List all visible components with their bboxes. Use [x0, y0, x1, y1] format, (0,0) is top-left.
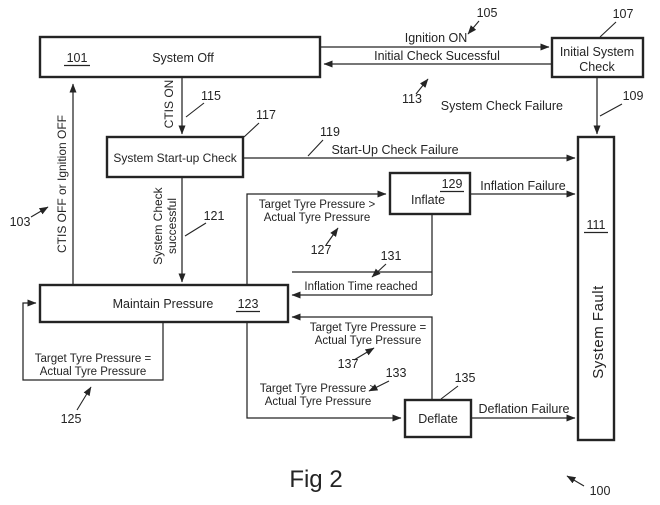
leader-125	[77, 387, 91, 410]
ref-101: 101	[66, 51, 88, 65]
leader-137	[354, 348, 374, 360]
leader-103	[31, 207, 48, 217]
ref-125: 125	[60, 412, 82, 426]
leader-109	[600, 104, 622, 116]
transition-label-inflation-time-reached: Inflation Time reached	[304, 281, 418, 293]
figure-caption: Fig 2	[289, 466, 343, 493]
leader-135	[441, 386, 458, 399]
transition-label-target-eq-actual-loop-line1: Target Tyre Pressure =	[34, 353, 152, 365]
ref-115: 115	[201, 89, 221, 103]
ref-129: 129	[441, 177, 463, 191]
leader-100	[567, 476, 584, 486]
transition-label-target-gt-actual-inflate-line1: Target Tyre Pressure >	[258, 199, 376, 211]
ref-133: 133	[385, 366, 407, 380]
state-label-system-startup-check: System Start-up Check	[113, 151, 237, 165]
state-label-initial-system-check-line2: Check	[579, 60, 615, 74]
ref-105: 105	[476, 6, 498, 20]
ref-123: 123	[237, 297, 259, 311]
ref-100: 100	[589, 484, 611, 498]
transition-label-target-eq-actual-deflate-line2: Actual Tyre Pressure	[314, 335, 422, 347]
state-label-maintain-pressure: Maintain Pressure	[112, 297, 214, 311]
transition-label-system-check-failure: System Check Failure	[440, 99, 563, 113]
ref-103: 103	[9, 215, 31, 229]
transition-label-target-eq-actual-deflate-line1: Target Tyre Pressure =	[309, 322, 427, 334]
leader-113	[416, 79, 428, 94]
ref-137: 137	[337, 357, 359, 371]
transition-label-target-eq-actual-loop-line2: Actual Tyre Pressure	[39, 366, 147, 378]
leader-131	[372, 264, 386, 277]
ref-109: 109	[622, 89, 644, 103]
transition-label-target-gt-actual-deflate-line1: Target Tyre Pressure >	[259, 383, 377, 395]
ref-121: 121	[203, 209, 225, 223]
transition-label-inflation-failure: Inflation Failure	[480, 179, 566, 193]
ref-135: 135	[454, 371, 476, 385]
transition-label-target-gt-actual-inflate-line2: Actual Tyre Pressure	[263, 212, 371, 224]
leader-107	[600, 22, 616, 37]
ref-107: 107	[612, 7, 634, 21]
ref-117: 117	[256, 108, 276, 122]
leader-105	[468, 21, 479, 34]
ref-127: 127	[310, 243, 332, 257]
state-label-system-off: System Off	[152, 51, 214, 65]
leader-127	[326, 228, 338, 245]
transition-label-system-check-successful-line1: System Check	[151, 187, 166, 265]
leader-119	[308, 140, 323, 156]
transition-label-target-gt-actual-deflate-line2: Actual Tyre Pressure	[264, 396, 372, 408]
transition-label-deflation-failure: Deflation Failure	[478, 402, 570, 416]
ref-111: 111	[586, 218, 606, 232]
transition-label-ctis-on: CTIS ON	[162, 79, 177, 129]
ref-131: 131	[380, 249, 402, 263]
transition-label-ignition-on: Ignition ON	[404, 31, 468, 45]
state-label-initial-system-check-line1: Initial System	[559, 45, 635, 59]
leader-121	[185, 223, 206, 236]
state-label-inflate: Inflate	[410, 193, 446, 207]
ref-113: 113	[402, 92, 422, 106]
leader-115	[186, 103, 204, 117]
ref-119: 119	[320, 125, 340, 139]
leader-117	[244, 123, 259, 137]
transition-label-system-check-successful-line2: successful	[165, 197, 180, 255]
transition-label-startup-check-failure: Start-Up Check Failure	[331, 143, 459, 157]
transition-label-initial-check-successful: Initial Check Sucessful	[374, 49, 500, 63]
transition-label-ctis-off-or-ignition-off: CTIS OFF or Ignition OFF	[55, 114, 70, 254]
state-label-deflate: Deflate	[418, 412, 458, 426]
state-label-system-fault: System Fault	[589, 285, 607, 379]
